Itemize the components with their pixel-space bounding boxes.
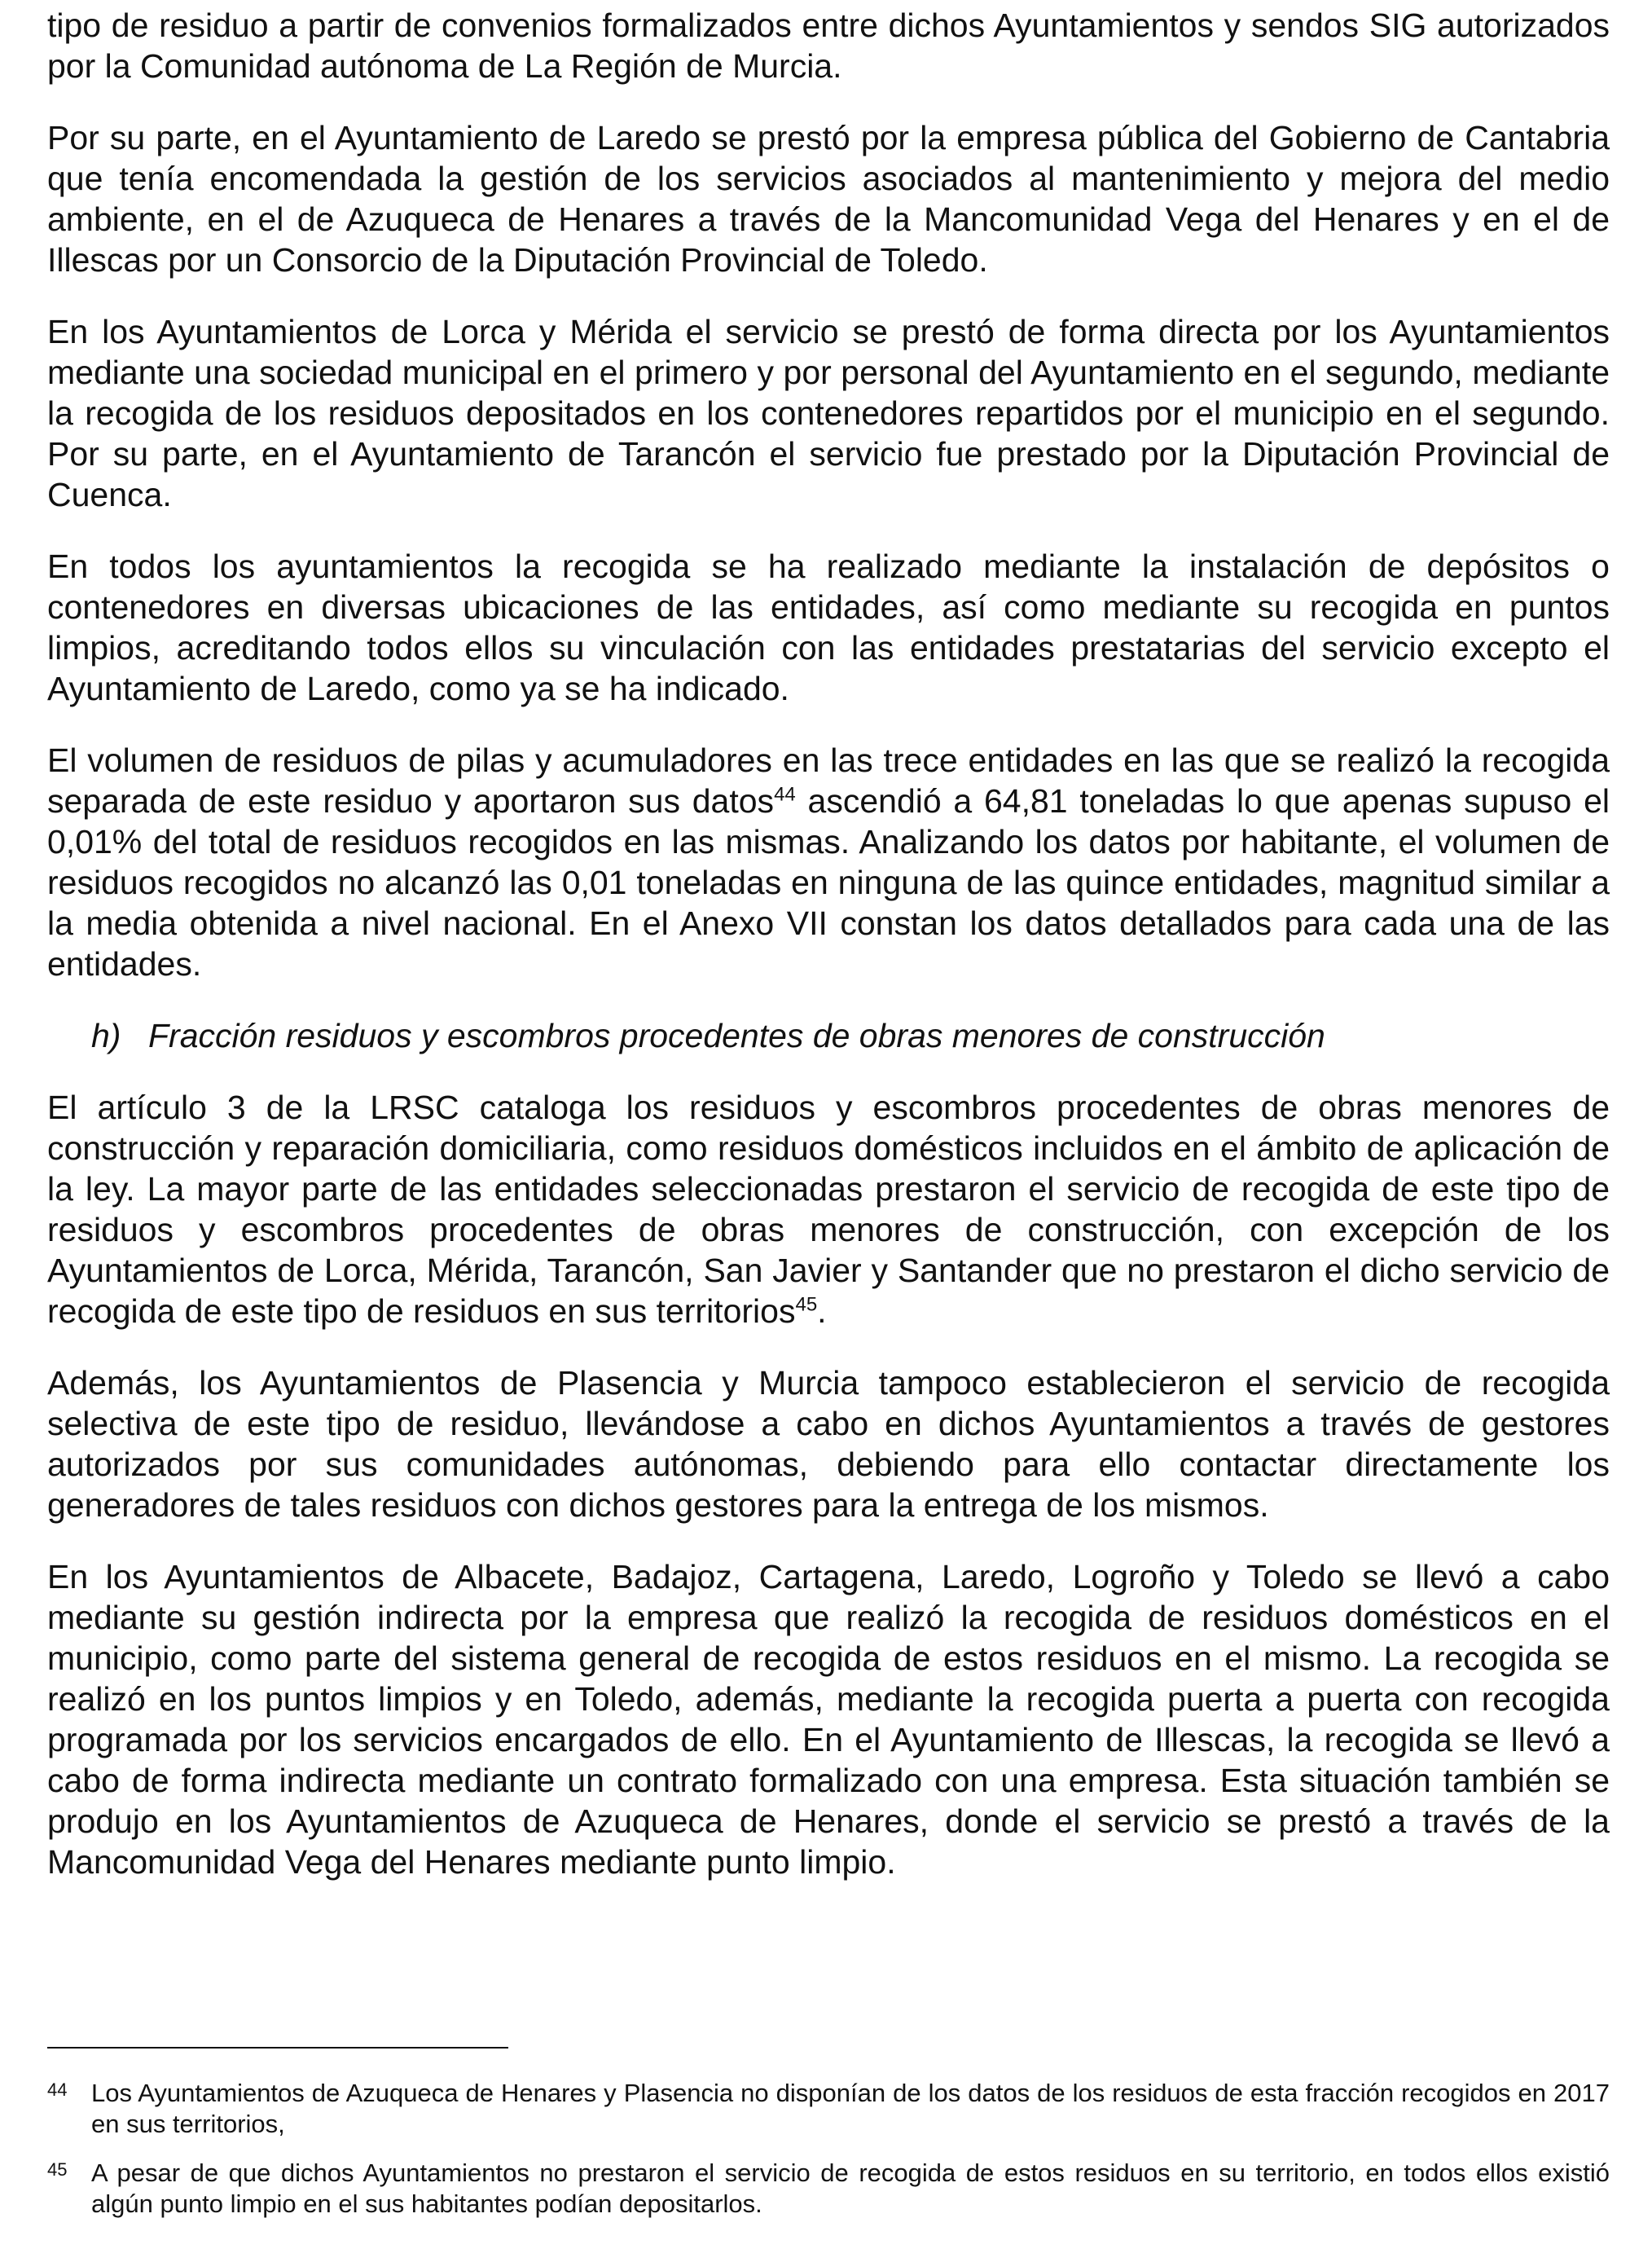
footnote-45 bbox=[47, 2158, 1610, 2220]
footnote-number: 45 bbox=[47, 2159, 68, 2180]
section-letter: h) bbox=[91, 1017, 121, 1054]
footnote-text: A pesar de que dichos Ayuntamientos no prestaron el servicio de recogida de estos residuos en su territorio, en todos ellos existió algún punto limpio en el sus habitantes podían depositarlos. bbox=[91, 2159, 1610, 2218]
footnote-ref-45[interactable]: 45 bbox=[795, 1293, 818, 1316]
footnote-number: 44 bbox=[47, 2079, 68, 2100]
paragraph-text: . bbox=[817, 1292, 827, 1330]
footnote-separator bbox=[47, 2047, 508, 2049]
paragraph-laredo: Por su parte, en el Ayuntamiento de Laredo se prestó por la empresa pública del Gobierno de Cantabria que tenía encomendada la gestión de los servicios asociados al mantenimiento y mejora del medio ambiente, en el de Azuqueca de Henares a través de la Mancomunidad Vega del Henares y en el de Illescas por un Consorcio de la Diputación Provincial de Toledo. bbox=[47, 119, 1610, 279]
footnote-ref-44[interactable]: 44 bbox=[774, 783, 796, 806]
paragraph-todos-ayuntamientos: En todos los ayuntamientos la recogida se ha realizado mediante la instalación de depósitos o contenedores en diversas ubicaciones de las entidades, así como mediante su recogida en puntos limpios, acreditando todos ellos su vinculación con las entidades prestatarias del servicio excepto el Ayuntamiento de Laredo, como ya se ha indicado. bbox=[47, 548, 1610, 707]
paragraph-volumen-pilas bbox=[47, 740, 1610, 984]
paragraph-text: ascendió a 64,81 toneladas lo que apenas supuso el 0,01% del total de residuos recogidos en las mismas. Analizando los datos por habitante, el volumen de residuos recogidos no alcanzó las 0,01 toneladas en ninguna de las quince entidades, magnitud similar a la media obtenida a nivel nacional. En el Anexo VII constan los datos detallados para cada una de las entidades. bbox=[47, 782, 1610, 983]
paragraph-albacete-badajoz: En los Ayuntamientos de Albacete, Badajoz, Cartagena, Laredo, Logroño y Toledo se llevó a cabo mediante su gestión indirecta por la empresa que realizó la recogida de residuos domésticos en el municipio, como parte del sistema general de recogida de estos residuos en el mismo. La recogida se realizó en los puntos limpios y en Toledo, además, mediante la recogida puerta a puerta con recogida programada por los servicios encargados de ello. En el Ayuntamiento de Illescas, la recogida se llevó a cabo de forma indirecta mediante un contrato formalizado con una empresa. Esta situación también se produjo en los Ayuntamientos de Azuqueca de Henares, donde el servicio se prestó a través de la Mancomunidad Vega del Henares mediante punto limpio. bbox=[47, 1558, 1610, 1881]
paragraph-lorca-merida: En los Ayuntamientos de Lorca y Mérida el servicio se prestó de forma directa por los Ayuntamientos mediante una sociedad municipal en el primero y por personal del Ayuntamiento en el segundo, mediante la recogida de los residuos depositados en los contenedores repartidos por el municipio en el segundo. Por su parte, en el Ayuntamiento de Tarancón el servicio fue prestado por la Diputación Provincial de Cuenca. bbox=[47, 313, 1610, 513]
document-page bbox=[47, 5, 1610, 1913]
section-title: Fracción residuos y escombros procedentes de obras menores de construcción bbox=[148, 1017, 1325, 1054]
paragraph-articulo-3 bbox=[47, 1087, 1610, 1331]
footnote-44 bbox=[47, 2078, 1610, 2140]
footnote-text: Los Ayuntamientos de Azuqueca de Henares y Plasencia no disponían de los datos de los residuos de esta fracción recogidos en 2017 en sus territorios, bbox=[91, 2079, 1610, 2138]
paragraph-text: El artículo 3 de la LRSC cataloga los residuos y escombros procedentes de obras menores de construcción y reparación domiciliaria, como residuos domésticos incluidos en el ámbito de aplicación de la ley. La mayor parte de las entidades seleccionadas prestaron el servicio de recogida de este tipo de residuos y escombros procedentes de obras menores de construcción, con excepción de los Ayuntamientos de Lorca, Mérida, Tarancón, San Javier y Santander que no prestaron el dicho servicio de recogida de este tipo de residuos en sus territorios bbox=[47, 1089, 1610, 1330]
paragraph-plasencia-murcia: Además, los Ayuntamientos de Plasencia y Murcia tampoco establecieron el servicio de recogida selectiva de este tipo de residuo, llevándose a cabo en dichos Ayuntamientos a través de gestores autorizados por sus comunidades autónomas, debiendo para ello contactar directamente los generadores de tales residuos con dichos gestores para la entrega de los mismos. bbox=[47, 1364, 1610, 1524]
section-heading bbox=[47, 1015, 1610, 1056]
footnotes bbox=[47, 2078, 1610, 2238]
paragraph-text: El volumen de residuos de pilas y acumuladores en las trece entidades en las que se realizó la recogida separada de este residuo y aportaron sus datos bbox=[47, 742, 1610, 820]
paragraph-sig-convenios: tipo de residuo a partir de convenios formalizados entre dichos Ayuntamientos y sendos SIG autorizados por la Comunidad autónoma de La Región de Murcia. bbox=[47, 7, 1610, 85]
